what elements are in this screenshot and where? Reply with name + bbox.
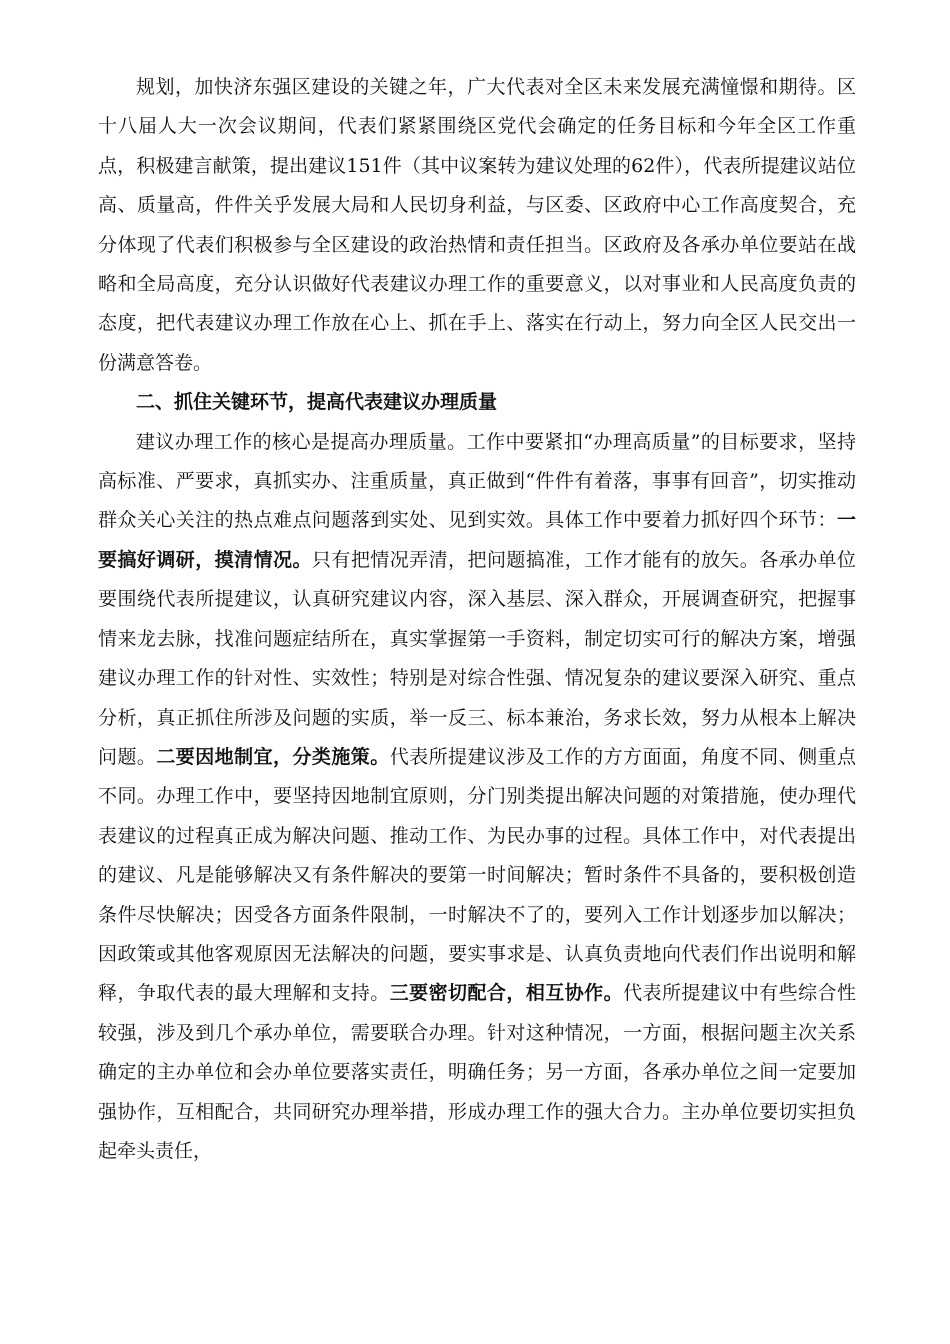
document-body	[98, 68, 856, 1171]
point-1-title: 一要搞好调研，摸清情况。	[98, 509, 856, 571]
point-2-body: 代表所提建议涉及工作的方方面面，角度不同、侧重点不同。办理工作中，要坚持因地制宜原则，分门别类提出解决问题的对策措施，使办理代表建议的过程真正成为解决问题、推动工作、为民办事的过程。具体工作中，对代表提出的建议、凡是能够解决又有条件解决的要第一时间解决；暂时条件不具备的，要积极创造条件尽快解决；因受各方面条件限制，一时解决不了的，要列入工作计划逐步加以解决；因政策或其他客观原因无法解决的问题，要实事求是、认真负责地向代表们作出说明和解释，争取代表的最大理解和支持。	[98, 745, 856, 1005]
point-3-title: 三要密切配合，相互协作。	[389, 982, 624, 1005]
point-2-title: 二要因地制宜，分类施策。	[156, 745, 390, 768]
paragraph-quality	[98, 423, 856, 1172]
section-heading: 二、抓住关键环节，提高代表建议办理质量	[136, 391, 498, 414]
paragraph-intro: 规划，加快济东强区建设的关键之年，广大代表对全区未来发展充满憧憬和期待。区十八届人大一次会议期间，代表们紧紧围绕区党代会确定的任务目标和今年全区工作重点，积极建言献策，提出建议151件（其中议案转为建议处理的62件），代表所提建议站位高、质量高，件件关乎发展大局和人民切身利益，与区委、区政府中心工作高度契合，充分体现了代表们积极参与全区建设的政治热情和责任担当。区政府及各承办单位要站在战略和全局高度，充分认识做好代表建议办理工作的重要意义，以对事业和人民高度负责的态度，把代表建议办理工作放在心上、抓在手上、落实在行动上，努力向全区人民交出一份满意答卷。	[98, 76, 856, 374]
point-1-body: 只有把情况弄清，把问题搞准，工作才能有的放矢。各承办单位要围绕代表所提建议，认真研究建议内容，深入基层、深入群众，开展调查研究，把握事情来龙去脉，找准问题症结所在，真实掌握第一手资料，制定切实可行的解决方案，增强建议办理工作的针对性、实效性；特别是对综合性强、情况复杂的建议要深入研究、重点分析，真正抓住所涉及问题的实质，举一反三、标本兼治，务求长效，努力从根本上解决问题。	[98, 548, 856, 768]
point-3-body: 代表所提建议中有些综合性较强，涉及到几个承办单位，需要联合办理。针对这种情况，一方面，根据问题主次关系确定的主办单位和会办单位要落实责任，明确任务；另一方面，各承办单位之间一定要加强协作，互相配合，共同研究办理举措，形成办理工作的强大合力。主办单位要切实担负起牵头责任，	[98, 982, 856, 1162]
paragraph-quality-intro: 建议办理工作的核心是提高办理质量。工作中要紧扣“办理高质量”的目标要求，坚持高标准、严要求，真抓实办、注重质量，真正做到“件件有着落，事事有回音”，切实推动群众关心关注的热点难点问题落到实处、见到实效。具体工作中要着力抓好四个环节：	[98, 430, 856, 532]
